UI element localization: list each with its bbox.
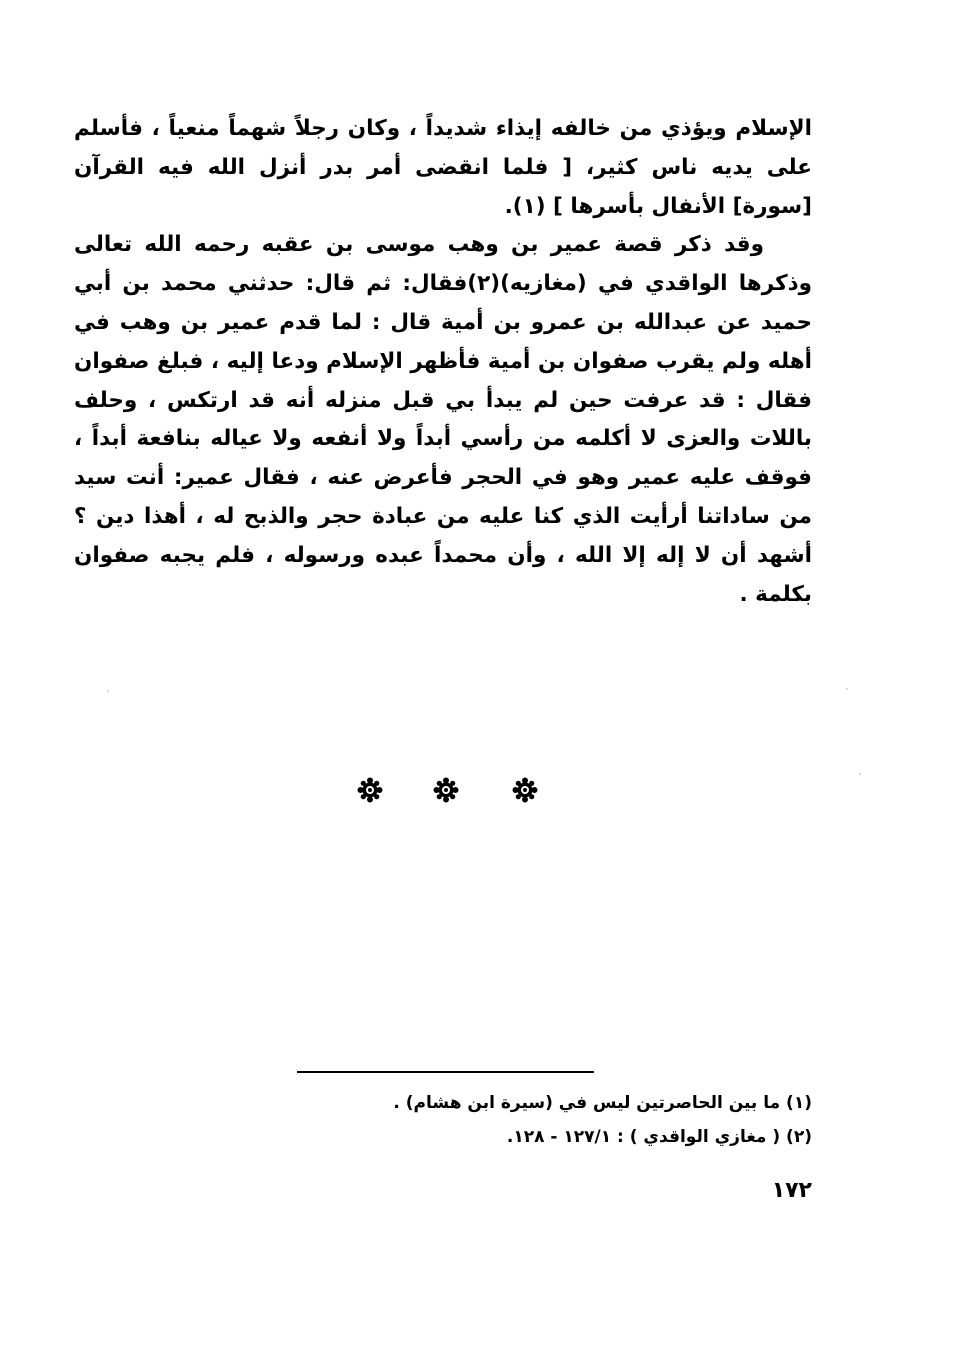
rosette-ornament-icon	[357, 777, 383, 803]
footnote-1: (١) ما بين الحاصرتين ليس في (سيرة ابن هشام) .	[393, 1093, 812, 1113]
scan-speck	[859, 773, 861, 775]
page-number: ١٧٢	[771, 1178, 812, 1203]
footnote-divider	[297, 1071, 594, 1073]
paragraph-1: الإسلام ويؤذي من خالفه إيذاء شديداً ، وكان رجلاً شهماً منعياً ، فأسلم على يديه ناس كثير، [ فلما انقضى أمر بدر أنزل الله فيه القرآن [سورة] الأنفال بأسرها ] (١).	[74, 116, 812, 219]
rosette-ornament-icon	[433, 777, 459, 803]
section-ornaments	[0, 777, 954, 809]
footnote-2: (٢) ( مغازي الواقدي ) : ١٢٧/١ - ١٢٨.	[506, 1127, 812, 1147]
scan-speck	[107, 690, 109, 692]
rosette-ornament-icon	[512, 777, 538, 803]
main-text	[74, 110, 812, 614]
footnotes	[300, 1086, 812, 1154]
paragraph-2: وقد ذكر قصة عمير بن وهب موسى بن عقبه رحمه الله تعالى وذكرها الواقدي في (مغازيه)(٢)فقال: ثم قال: حدثني محمد بن أبي حميد عن عبدالله بن عمرو بن أمية قال : لما قدم عمير بن وهب في أهله ولم يقرب صفوان بن أمية فأظهر الإسلام ودعا إليه ، فبلغ صفوان فقال : قد عرفت حين لم يبدأ بي قبل منزله أنه قد ارتكس ، وحلف باللات والعزى لا أكلمه من رأسي أبداً ولا أنفعه ولا عياله بنافعة أبداً ، فوقف عليه عمير وهو في الحجر فأعرض عنه ، فقال عمير: أنت سيد من ساداتنا أرأيت الذي كنا عليه من عبادة حجر والذبح له ، أهذا دين ؟ أشهد أن لا إله إلا الله ، وأن محمداً عبده ورسوله ، فلم يجبه صفوان بكلمة .	[74, 232, 812, 607]
scan-speck	[846, 688, 848, 690]
